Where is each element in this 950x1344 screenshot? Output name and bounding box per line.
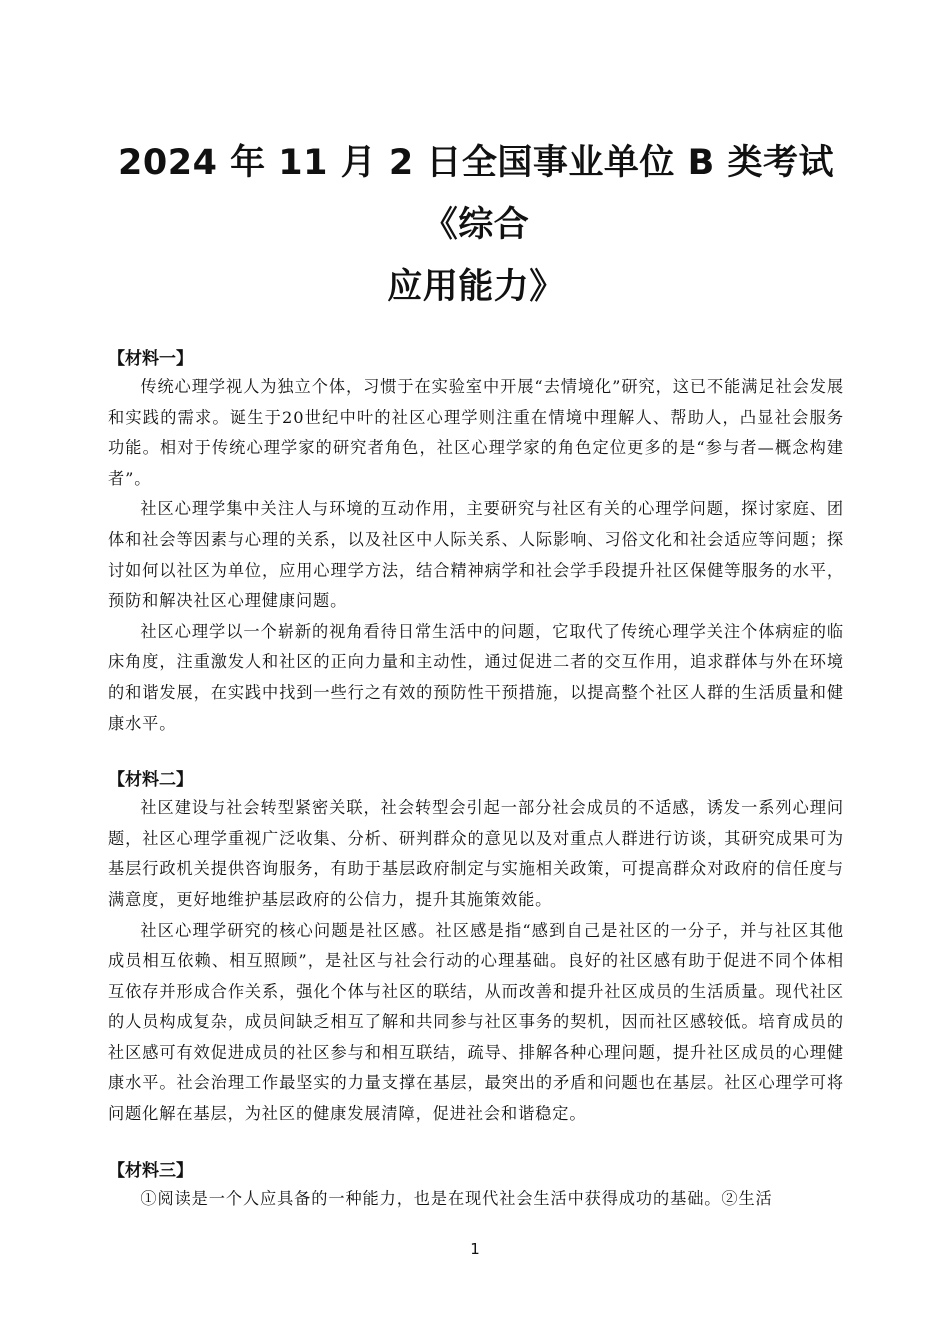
material-one-paragraph-3: 社区心理学以一个崭新的视角看待日常生活中的问题，它取代了传统心理学关注个体病症的临床角度，注重激发人和社区的正向力量和主动性，通过促进二者的交互作用，追求群体与外在环境的和谐发展，在实践中找到一些行之有效的预防性干预措施，以提高整个社区人群的生活质量和健康水平。: [108, 621, 844, 733]
material-one-section: [108, 344, 844, 739]
material-three-paragraph-1: ①阅读是一个人应具备的一种能力，也是在现代社会生活中获得成功的基础。②生活: [140, 1188, 773, 1208]
material-two-section: [108, 765, 844, 1130]
title-line-1: 2024 年 11 月 2 日全国事业单位 B 类考试《综合: [118, 143, 834, 245]
material-two-heading: 【材料二】: [108, 770, 193, 791]
document-title: [108, 132, 844, 318]
material-one-paragraph-2: 社区心理学集中关注人与环境的互动作用，主要研究与社区有关的心理学问题，探讨家庭、团体和社会等因素与心理的关系，以及社区中人际关系、人际影响、习俗文化和社会适应等问题；探讨如何以社区为单位，应用心理学方法，结合精神病学和社会学手段提升社区保健等服务的水平，预防和解决社区心理健康问题。: [108, 499, 844, 611]
material-two-paragraph-1: 社区建设与社会转型紧密关联，社会转型会引起一部分社会成员的不适感，诱发一系列心理问题，社区心理学重视广泛收集、分析、研判群众的意见以及对重点人群进行访谈，其研究成果可为基层行政机关提供咨询服务，有助于基层政府制定与实施相关政策，可提高群众对政府的信任度与满意度，更好地维护基层政府的公信力，提升其施策效能。: [108, 798, 844, 909]
title-line-2: 应用能力》: [387, 267, 565, 307]
page-number: 1: [470, 1240, 480, 1258]
material-two-paragraph-2: 社区心理学研究的核心问题是社区感。社区感是指“感到自己是社区的一分子，并与社区其他成员相互依赖、相互照顾”，是社区与社会行动的心理基础。良好的社区感有助于促进不同个体相互依存并形成合作关系，强化个体与社区的联结，从而改善和提升社区成员的生活质量。现代社区的人员构成复杂，成员间缺乏相互了解和共同参与社区事务的契机，因而社区感较低。培育成员的社区感可有效促进成员的社区参与和相互联结，疏导、排解各种心理问题，提升社区成员的心理健康水平。社会治理工作最坚实的力量支撑在基层，最突出的矛盾和问题也在基层。社区心理学可将问题化解在基层，为社区的健康发展清障，促进社会和谐稳定。: [108, 920, 844, 1124]
material-one-heading: 【材料一】: [108, 349, 193, 369]
material-one-paragraph-1: 传统心理学视人为独立个体，习惯于在实验室中开展“去情境化”研究，这已不能满足社会发展和实践的需求。诞生于20世纪中叶的社区心理学则注重在情境中理解人、帮助人，凸显社会服务功能。相对于传统心理学家的研究者角色，社区心理学家的角色定位更多的是“参与者—概念构建者”。: [108, 377, 844, 488]
material-three-section: [108, 1156, 844, 1215]
material-three-heading: 【材料三】: [108, 1160, 193, 1181]
